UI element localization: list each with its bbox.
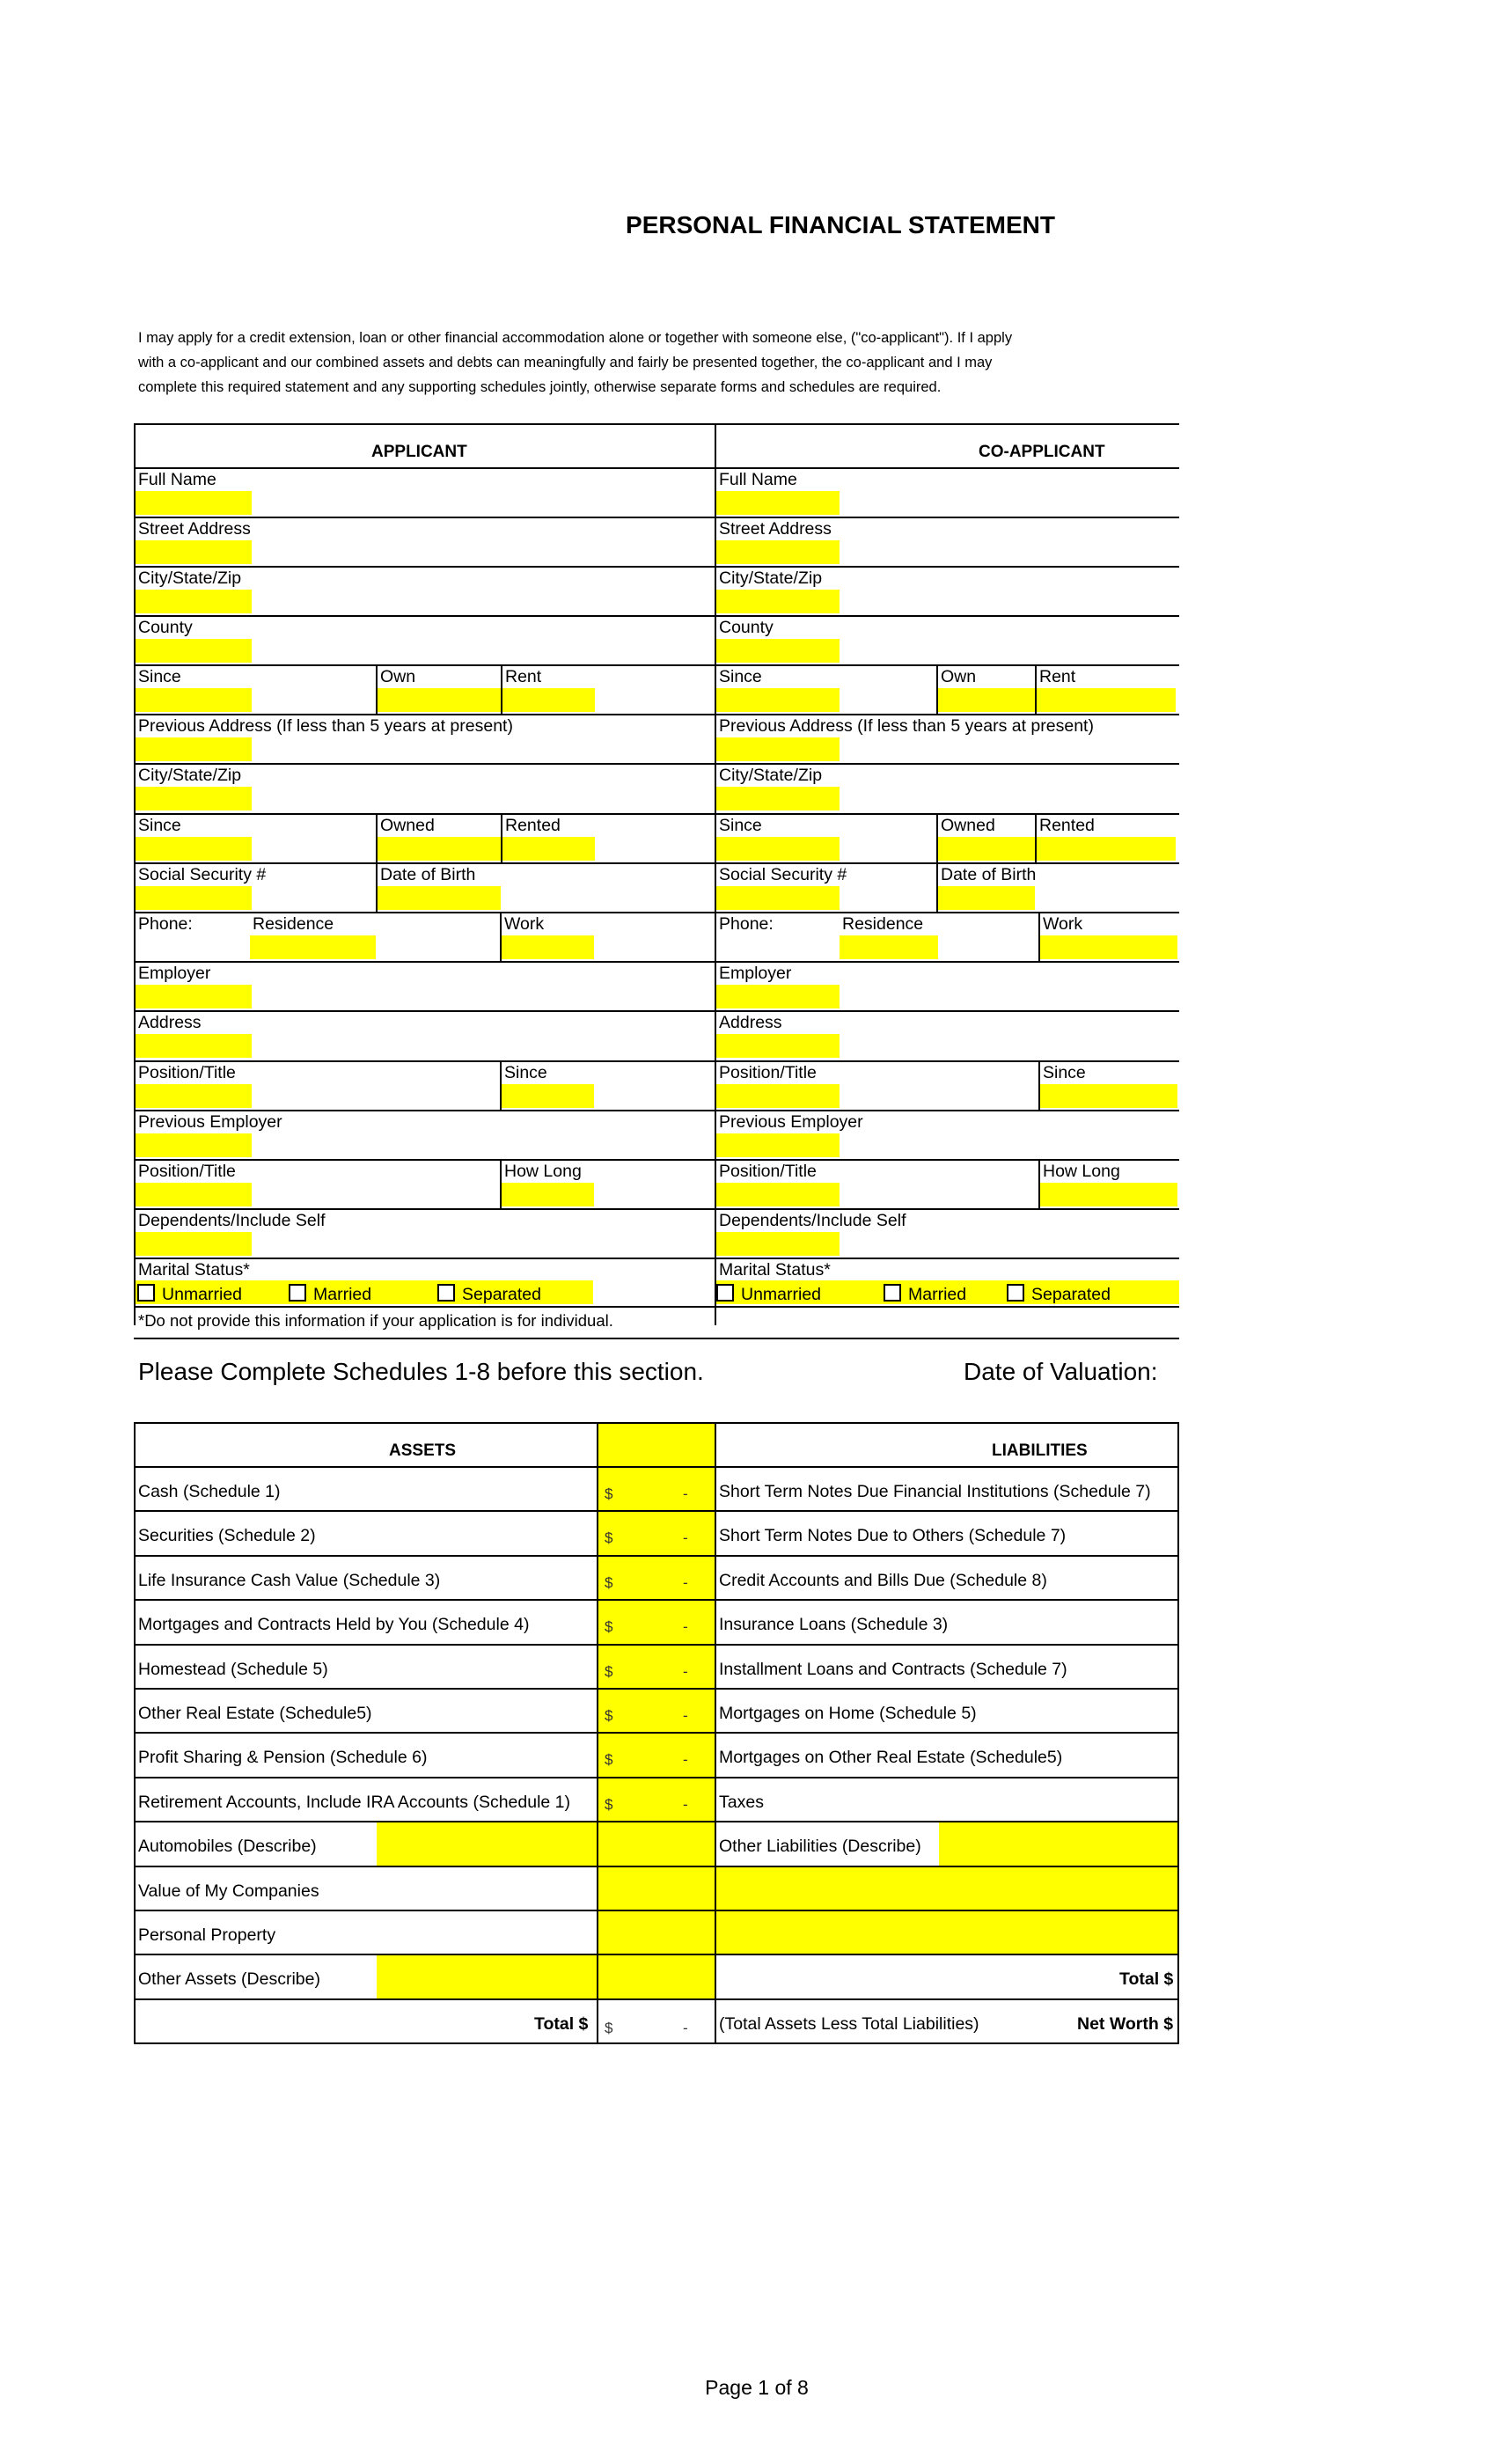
applicant-prev-position-field[interactable] [136,1183,252,1206]
row-divider [134,566,1179,568]
asset-row-label: Other Assets (Describe) [138,1969,320,1990]
applicant-county-label: County [138,618,193,637]
liability-row-label: Short Term Notes Due Financial Institutions (Schedule 7) [719,1482,1151,1501]
applicant-address-field[interactable] [136,1034,252,1058]
asset-amount-field[interactable] [598,1955,715,1998]
coapplicant-prev-since-label: Since [719,816,762,835]
coapplicant-rented-label: Rented [1039,816,1095,835]
liabilities-header: LIABILITIES [992,1441,1088,1460]
coapplicant-dependents-label: Dependents/Include Self [719,1211,906,1230]
asset-row-label: Automobiles (Describe) [138,1837,317,1857]
row-divider [134,1208,1179,1210]
applicant-address-label: Address [138,1013,202,1032]
coapplicant-unmarried-checkbox[interactable] [716,1284,734,1302]
coapplicant-prev-position-field[interactable] [716,1183,840,1206]
applicant-owned-label: Owned [380,816,435,835]
row-divider [134,467,1179,469]
applicant-how-long-field[interactable] [502,1183,594,1206]
coapplicant-unmarried-label: Unmarried [741,1285,822,1304]
applicant-street-address-field[interactable] [136,540,252,564]
coapplicant-since-field[interactable] [716,688,840,712]
coapplicant-residence-label: Residence [842,914,924,934]
liability-blank-field[interactable] [716,1867,1177,1910]
applicant-position-label: Position/Title [138,1063,236,1082]
row-divider [134,813,1179,815]
coapplicant-previous-employer-label: Previous Employer [719,1112,863,1132]
coapplicant-rented-field[interactable] [1037,837,1176,861]
row-divider [134,763,1179,765]
liability-row-label: Mortgages on Other Real Estate (Schedule5) [719,1748,1063,1768]
marital-footnote: *Do not provide this information if your application is for individual. [138,1311,613,1330]
row-divider [134,1258,715,1259]
coapplicant-employer-label: Employer [719,964,792,983]
applicant-prev-city-label: City/State/Zip [138,766,242,785]
net-worth-label: Net Worth $ [1077,2013,1174,2034]
asset-row-label: Other Real Estate (Schedule5) [138,1704,372,1723]
applicant-previous-address-label: Previous Address (If less than 5 years at present) [138,716,513,736]
coapplicant-how-long-label: How Long [1043,1162,1120,1181]
coapplicant-city-state-zip-field[interactable] [716,590,840,613]
asset-currency-symbol: $ [605,1485,613,1502]
applicant-prev-position-label: Position/Title [138,1162,236,1181]
page-number: Page 1 of 8 [705,2376,809,2399]
applicant-full-name-label: Full Name [138,470,216,489]
applicant-residence-label: Residence [253,914,334,934]
applicant-ssn-field[interactable] [136,886,252,910]
asset-row-label: Cash (Schedule 1) [138,1482,281,1501]
assets-liabilities-table [134,1422,1179,2050]
row-divider [134,1010,1179,1012]
coapplicant-dob-label: Date of Birth [941,865,1037,884]
asset-describe-field[interactable] [377,1955,597,1998]
coapplicant-employer-field[interactable] [716,985,840,1008]
coapplicant-separated-checkbox[interactable] [1007,1284,1024,1302]
asset-row-label: Homestead (Schedule 5) [138,1659,328,1679]
coapplicant-residence-field[interactable] [840,935,938,959]
asset-row-label: Securities (Schedule 2) [138,1526,316,1546]
coapplicant-position-since-field[interactable] [1040,1084,1177,1108]
applicant-city-state-zip-label: City/State/Zip [138,568,242,588]
asset-currency-symbol: $ [605,1618,613,1636]
applicant-previous-employer-label: Previous Employer [138,1112,282,1132]
coapplicant-rent-label: Rent [1039,667,1076,686]
table-border [134,1338,1179,1339]
coapplicant-prev-since-field[interactable] [716,837,840,861]
asset-row-label: Personal Property [138,1925,276,1945]
row-divider [134,664,1179,666]
asset-empty-amount: - [683,1707,688,1724]
asset-empty-amount: - [683,1662,688,1680]
asset-amount-field[interactable] [598,1690,715,1732]
intro-paragraph [138,326,1150,400]
applicant-ssn-label: Social Security # [138,865,267,884]
applicant-married-label: Married [313,1285,372,1304]
applicant-rent-label: Rent [505,667,542,686]
applicant-separated-checkbox[interactable] [437,1284,455,1302]
coapplicant-county-field[interactable] [716,639,840,663]
liability-row-label: Credit Accounts and Bills Due (Schedule 8) [719,1570,1047,1590]
asset-currency-symbol: $ [605,1751,613,1769]
coapplicant-previous-address-field[interactable] [716,737,840,761]
row-divider [134,912,1179,913]
coapplicant-street-address-field[interactable] [716,540,840,564]
row-divider [134,2042,1179,2044]
asset-empty-amount: - [683,1618,688,1636]
applicant-marital-status-label: Marital Status* [138,1260,250,1280]
coapplicant-work-label: Work [1043,914,1083,934]
coapplicant-previous-employer-field[interactable] [716,1133,840,1157]
applicant-owned-field[interactable] [378,837,501,861]
asset-empty-amount: - [683,1573,688,1591]
coapplicant-own-label: Own [941,667,977,686]
coapplicant-prev-city-label: City/State/Zip [719,766,823,785]
applicant-employer-field[interactable] [136,985,252,1008]
liabilities-total-label: Total $ [1119,1969,1174,1990]
date-of-valuation-label: Date of Valuation: [964,1358,1158,1385]
asset-row-label: Mortgages and Contracts Held by You (Schedule 4) [138,1615,530,1635]
asset-amount-field[interactable] [598,1601,715,1643]
applicant-previous-address-field[interactable] [136,737,252,761]
intro-line: with a co-applicant and our combined assets and debts can meaningfully and fairly be presented together, the co-applicant and I may [138,355,993,370]
intro-line: complete this required statement and any supporting schedules jointly, otherwise separate forms and schedules are required. [138,379,942,395]
applicant-position-since-label: Since [504,1063,547,1082]
coapplicant-owned-label: Owned [941,816,995,835]
row-divider [134,862,1179,864]
coapplicant-married-label: Married [908,1285,967,1304]
applicant-rent-field[interactable] [502,688,595,712]
coapplicant-position-label: Position/Title [719,1063,817,1082]
coapplicant-address-label: Address [719,1013,782,1032]
coapplicant-full-name-label: Full Name [719,470,797,489]
liability-row-label: Short Term Notes Due to Others (Schedule 7) [719,1526,1067,1546]
applicant-rented-label: Rented [505,816,561,835]
asset-currency-symbol: $ [605,1707,613,1724]
schedules-instruction: Please Complete Schedules 1-8 before this section. [138,1358,704,1385]
applicant-dob-field[interactable] [378,886,501,910]
coapplicant-city-state-zip-label: City/State/Zip [719,568,823,588]
row-divider [715,1258,1179,1259]
coapplicant-previous-address-label: Previous Address (If less than 5 years at present) [719,716,1094,736]
applicant-full-name-field[interactable] [136,491,252,515]
applicant-position-since-field[interactable] [502,1084,594,1108]
asset-row-label: Value of My Companies [138,1881,319,1901]
row-divider [134,714,1179,715]
applicant-dob-label: Date of Birth [380,865,476,884]
asset-amount-field[interactable] [598,1911,715,1954]
applicant-own-label: Own [380,667,416,686]
asset-amount-field[interactable] [598,1734,715,1776]
liability-row-label: Taxes [719,1792,764,1812]
applicant-city-state-zip-field[interactable] [136,590,252,613]
asset-amount-field[interactable] [598,1778,715,1821]
applicant-married-checkbox[interactable] [289,1284,306,1302]
applicant-employer-label: Employer [138,964,211,983]
applicant-own-field[interactable] [378,688,501,712]
applicant-county-field[interactable] [136,639,252,663]
asset-currency-symbol: $ [605,1573,613,1591]
asset-amount-field[interactable] [598,1822,715,1865]
coapplicant-address-field[interactable] [716,1034,840,1058]
coapplicant-marital-status-label: Marital Status* [719,1260,831,1280]
asset-currency-symbol: $ [605,1795,613,1813]
asset-currency-symbol: $ [605,1662,613,1680]
coapplicant-full-name-field[interactable] [716,491,840,515]
coapplicant-dob-field[interactable] [938,886,1035,910]
asset-amount-field[interactable] [598,1867,715,1910]
coapplicant-dependents-field[interactable] [716,1232,840,1256]
asset-empty-amount: - [683,1751,688,1769]
applicant-residence-field[interactable] [250,935,376,959]
applicant-dependents-field[interactable] [136,1232,252,1256]
applicant-header: APPLICANT [371,443,467,461]
applicant-prev-city-field[interactable] [136,787,252,810]
coapplicant-work-field[interactable] [1040,935,1177,959]
coapplicant-prev-city-field[interactable] [716,787,840,810]
row-divider [134,961,1179,963]
applicant-street-address-label: Street Address [138,519,251,539]
row-divider [134,1159,1179,1161]
row-divider [134,615,1179,617]
applicant-since-field[interactable] [136,688,252,712]
asset-row-label: Retirement Accounts, Include IRA Accounts (Schedule 1) [138,1792,571,1812]
asset-row-label: Profit Sharing & Pension (Schedule 6) [138,1748,428,1768]
asset-amount-field[interactable] [598,1468,715,1510]
applicant-rented-field[interactable] [502,837,595,861]
applicant-work-label: Work [504,914,545,934]
asset-empty-amount: - [683,1485,688,1502]
coapplicant-position-since-label: Since [1043,1063,1086,1082]
row-divider [134,1060,1179,1062]
applicant-separated-label: Separated [462,1285,541,1304]
coapplicant-how-long-field[interactable] [1040,1183,1177,1206]
coapplicant-county-label: County [719,618,774,637]
asset-amount-field[interactable] [598,1557,715,1599]
liability-row-label: Insurance Loans (Schedule 3) [719,1615,949,1635]
asset-describe-field[interactable] [377,1822,597,1865]
applicant-unmarried-checkbox[interactable] [137,1284,155,1302]
net-worth-note: (Total Assets Less Total Liabilities) [719,2013,979,2034]
coapplicant-own-field[interactable] [938,688,1035,712]
applicant-work-field[interactable] [502,935,594,959]
intro-line: I may apply for a credit extension, loan or other financial accommodation alone or together with someone else, ("co-applicant"). If I apply [138,330,1013,346]
row-divider [134,1306,1179,1308]
coapplicant-owned-field[interactable] [938,837,1035,861]
assets-header: ASSETS [389,1441,457,1460]
applicant-dependents-label: Dependents/Include Self [138,1211,326,1230]
liability-row-label: Other Liabilities (Describe) [719,1837,921,1857]
coapplicant-ssn-field[interactable] [716,886,840,910]
applicant-phone-label: Phone: [138,914,193,934]
page-title: PERSONAL FINANCIAL STATEMENT [626,211,1055,238]
liability-row-label: Installment Loans and Contracts (Schedule 7) [719,1659,1067,1679]
applicant-prev-since-field[interactable] [136,837,252,861]
coapplicant-separated-label: Separated [1031,1285,1111,1304]
liability-describe-field[interactable] [939,1822,1177,1865]
asset-currency-symbol: $ [605,1529,613,1547]
coapplicant-prev-position-label: Position/Title [719,1162,817,1181]
coapplicant-header: CO-APPLICANT [979,443,1105,461]
asset-amount-field[interactable] [598,1512,715,1554]
coapplicant-ssn-label: Social Security # [719,865,847,884]
asset-empty-amount: - [683,1529,688,1547]
coapplicant-street-address-label: Street Address [719,519,832,539]
applicant-prev-since-label: Since [138,816,181,835]
coapplicant-married-checkbox[interactable] [884,1284,901,1302]
liability-blank-field[interactable] [716,1911,1177,1954]
coapplicant-phone-label: Phone: [719,914,774,934]
applicant-info-table [134,423,1179,1339]
assets-total-label: Total $ [534,2013,589,2034]
assets-total-currency: $ [605,2019,613,2036]
applicant-how-long-label: How Long [504,1162,582,1181]
row-divider [134,517,1179,518]
coapplicant-rent-field[interactable] [1037,688,1176,712]
assets-total-amount: - [683,2019,688,2036]
applicant-unmarried-label: Unmarried [162,1285,243,1304]
applicant-position-field[interactable] [136,1084,252,1108]
coapplicant-position-field[interactable] [716,1084,840,1108]
table-border [134,423,1179,425]
asset-row-label: Life Insurance Cash Value (Schedule 3) [138,1570,441,1590]
liability-row-label: Mortgages on Home (Schedule 5) [719,1704,977,1723]
asset-amount-field[interactable] [598,1646,715,1688]
row-divider [134,1110,1179,1111]
coapplicant-since-label: Since [719,667,762,686]
assets-amount-header-fill [598,1424,715,1466]
row-divider [134,1998,1179,2000]
applicant-previous-employer-field[interactable] [136,1133,252,1157]
applicant-since-label: Since [138,667,181,686]
asset-empty-amount: - [683,1795,688,1813]
